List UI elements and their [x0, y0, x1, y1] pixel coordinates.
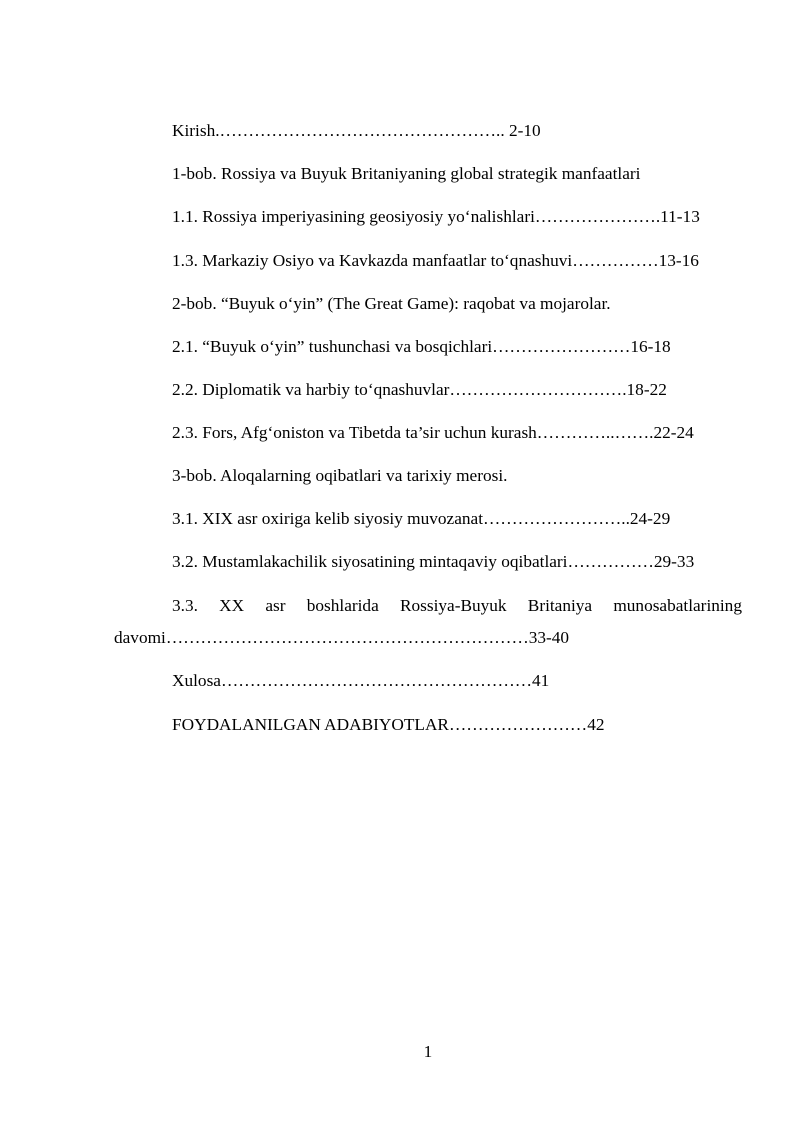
toc-entry-2-1: 2.1. “Buyuk o‘yin” tushunchasi va bosqichlari……………………16-18 — [172, 337, 671, 356]
toc-entry-3-3-word: asr — [265, 596, 286, 615]
toc-entry-3-3-word: boshlarida — [306, 596, 379, 615]
toc-chapter-1: 1-bob. Rossiya va Buyuk Britaniyaning global strategik manfaatlari — [172, 164, 641, 183]
toc-entry-1-1: 1.1. Rossiya imperiyasining geosiyosiy yo‘nalishlari………………….11-13 — [172, 207, 700, 226]
toc-entry-3-3-word: Rossiya-Buyuk — [399, 596, 507, 615]
toc-entry-3-3 — [172, 595, 742, 617]
toc-entry-2-2: 2.2. Diplomatik va harbiy to‘qnashuvlar………………………….18-22 — [172, 380, 667, 399]
toc-entry-2-3: 2.3. Fors, Afg‘oniston va Tibetda ta’sir uchun kurash…………..…….22-24 — [172, 423, 694, 442]
toc-entry-xulosa: Xulosa………………………………………………41 — [172, 671, 550, 690]
toc-entry-3-3-word: munosabatlarining — [613, 596, 742, 615]
toc-entry-3-3-word: Britaniya — [527, 596, 593, 615]
toc-chapter-2: 2-bob. “Buyuk o‘yin” (The Great Game): raqobat va mojarolar. — [172, 294, 611, 313]
toc-entry-kirish: Kirish.………………………………………….. 2-10 — [172, 121, 541, 140]
toc-entry-adabiyotlar: FOYDALANILGAN ADABIYOTLAR……………………42 — [172, 715, 605, 734]
toc-entry-1-3: 1.3. Markaziy Osiyo va Kavkazda manfaatlar to‘qnashuvi……………13-16 — [172, 251, 699, 270]
toc-entry-3-3-word: 3.3. — [172, 596, 198, 615]
toc-entry-3-3-continuation: davomi………………………………………………………33-40 — [114, 628, 570, 647]
toc-entry-3-1: 3.1. XIX asr oxiriga kelib siyosiy muvozanat……………………..24-29 — [172, 509, 671, 528]
page-number: 1 — [423, 1042, 433, 1061]
toc-entry-3-3-word: XX — [219, 596, 245, 615]
toc-chapter-3: 3-bob. Aloqalarning oqibatlari va tarixiy merosi. — [172, 466, 508, 485]
toc-entry-3-2: 3.2. Mustamlakachilik siyosatining mintaqaviy oqibatlari……………29-33 — [172, 552, 695, 571]
